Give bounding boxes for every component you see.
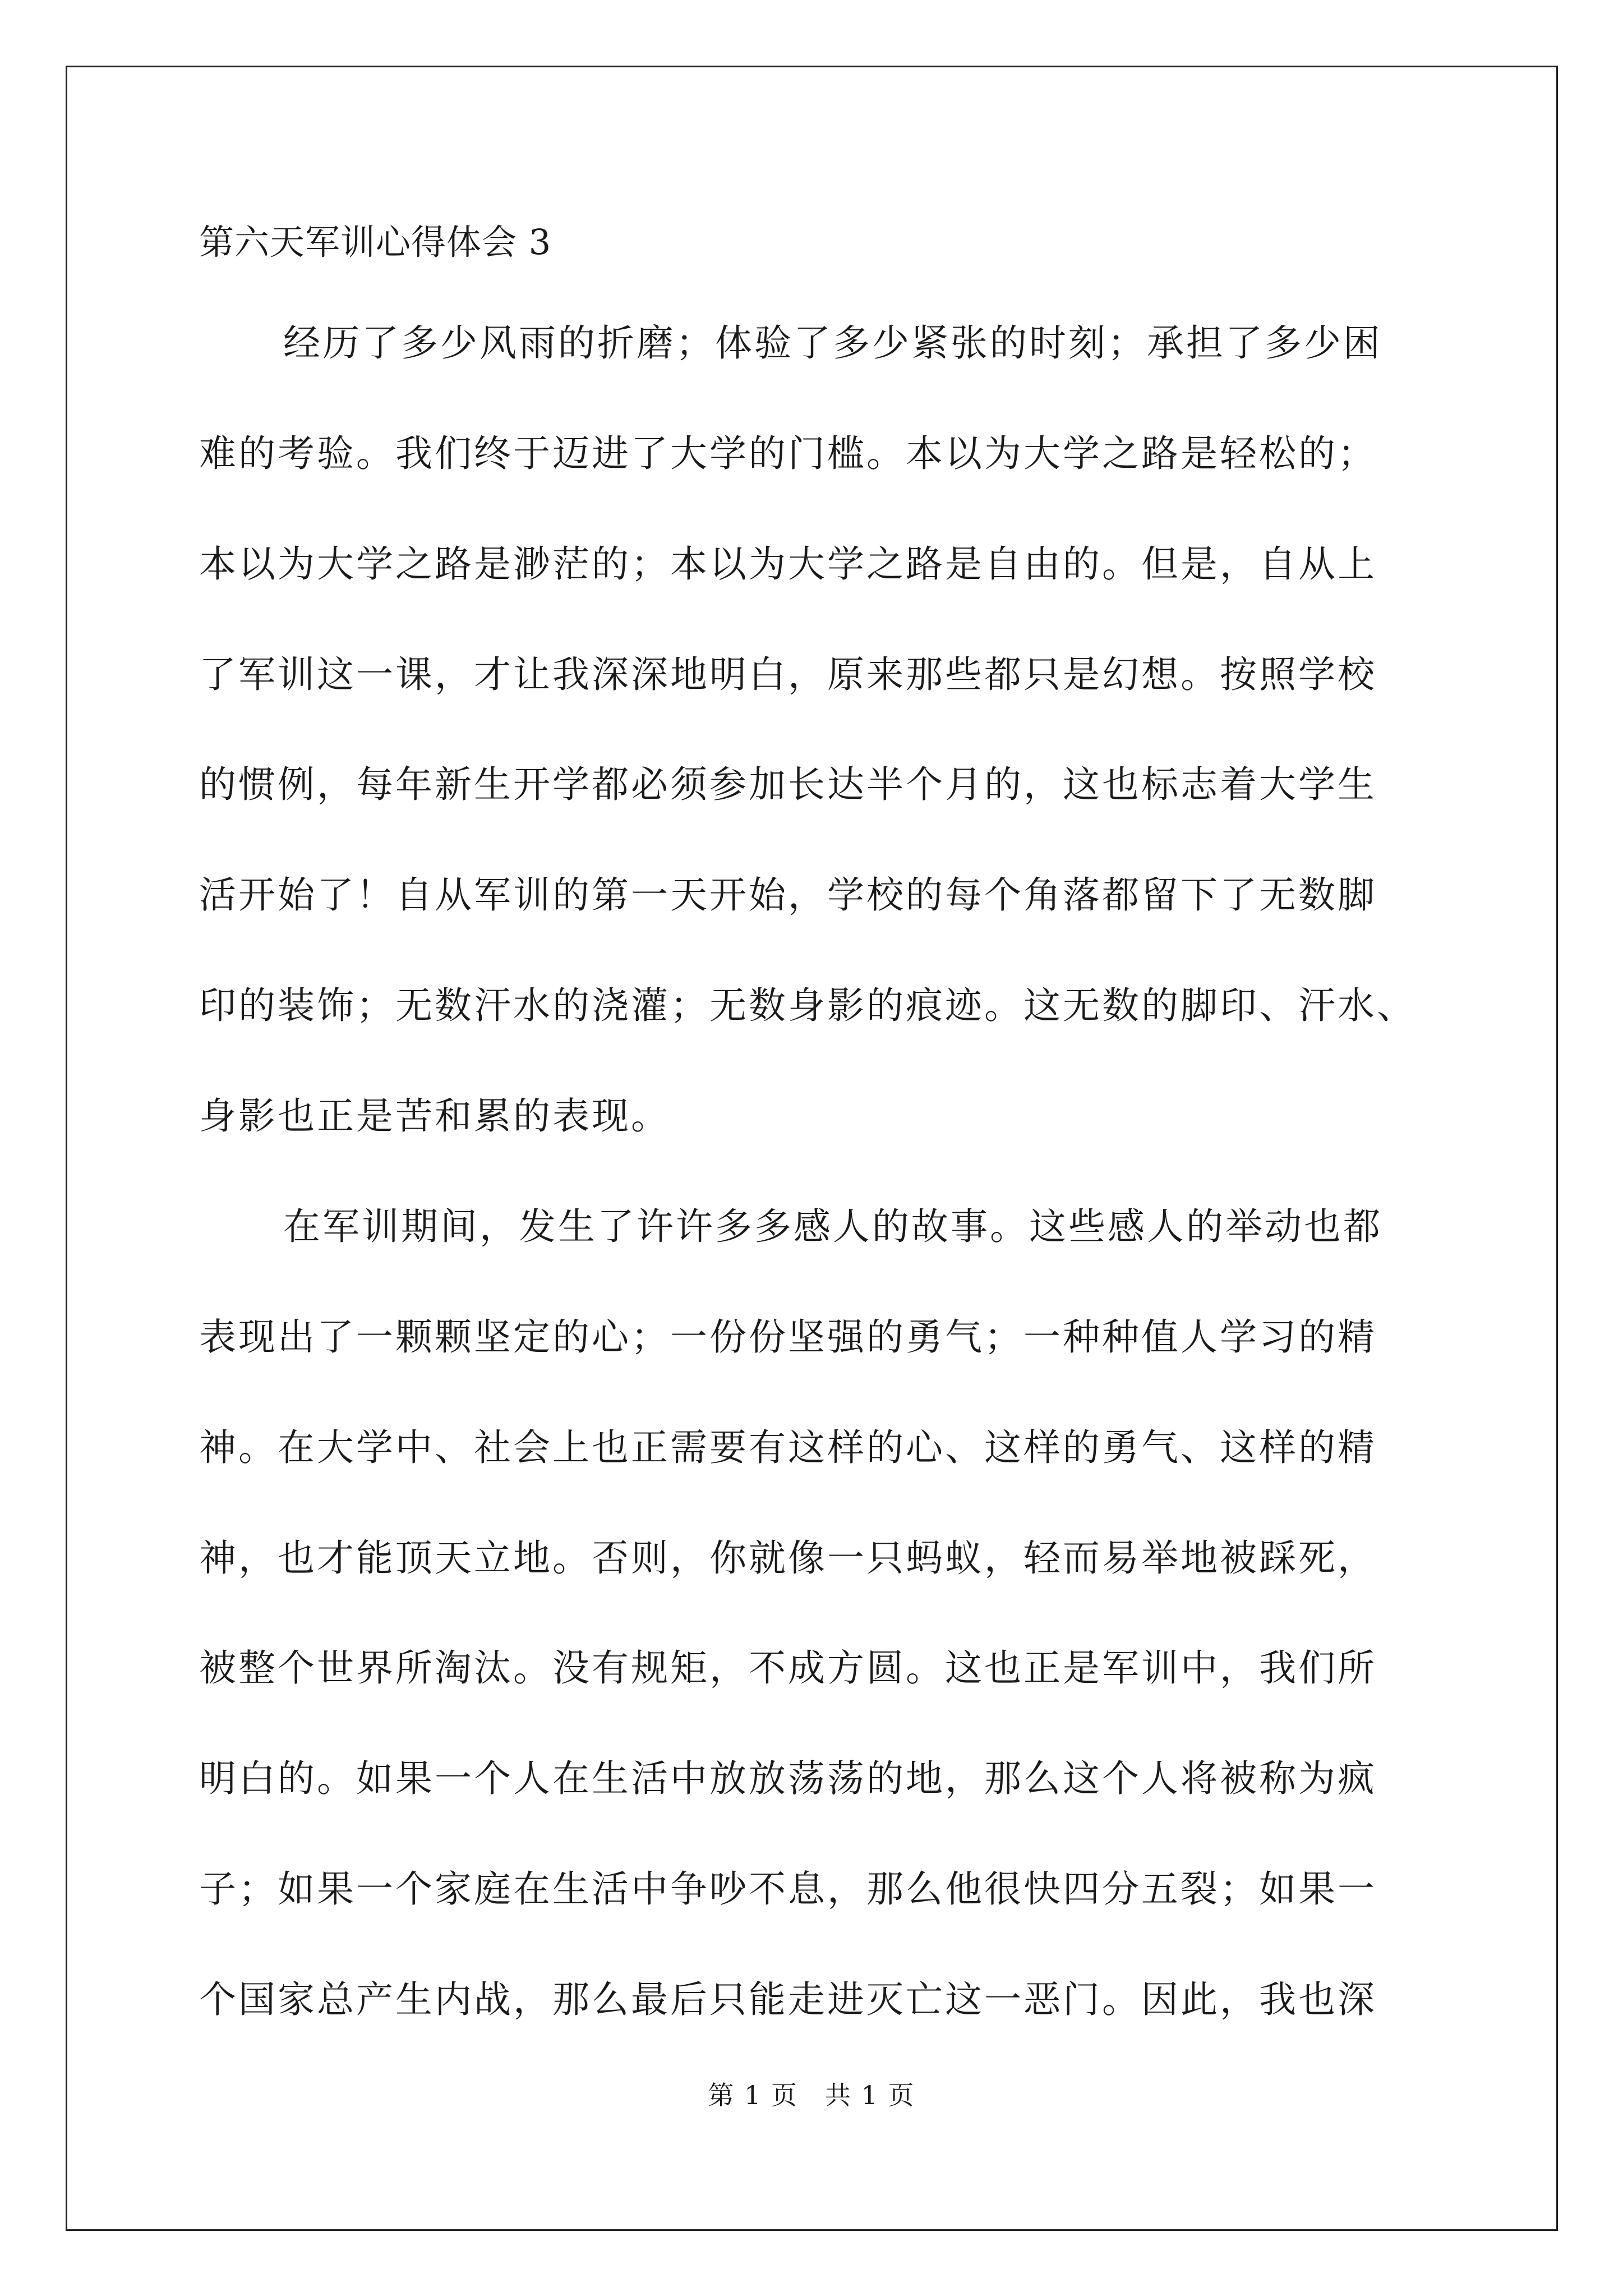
- paragraph-1-line-2: 难的考验。我们终于迈进了大学的门槛。本以为大学之路是轻松的；: [199, 432, 1377, 475]
- paragraph-1-line-7: 印的装饰；无数汗水的浇灌；无数身影的痕迹。这无数的脚印、汗水、: [199, 984, 1416, 1027]
- paragraph-2-line-4: 神，也才能顶天立地。否则，你就像一只蚂蚁，轻而易举地被踩死，: [199, 1536, 1377, 1580]
- paragraph-1-line-3: 本以为大学之路是渺茫的；本以为大学之路是自由的。但是，自从上: [199, 542, 1377, 586]
- paragraph-1-line-5: 的惯例，每年新生开学都必须参加长达半个月的，这也标志着大学生: [199, 763, 1377, 806]
- document-title: 第六天军训心得体会 3: [199, 222, 552, 263]
- paragraph-1-line-4: 了军训这一课，才让我深深地明白，原来那些都只是幻想。按照学校: [199, 653, 1377, 696]
- paragraph-2-line-1: 在军训期间，发生了许许多多感人的故事。这些感人的举动也都: [283, 1205, 1382, 1248]
- paragraph-2-line-2: 表现出了一颗颗坚定的心；一份份坚强的勇气；一种种值人学习的精: [199, 1315, 1377, 1359]
- paragraph-1-line-6: 活开始了！自从军训的第一天开始，学校的每个角落都留下了无数脚: [199, 873, 1377, 917]
- paragraph-2-line-8: 个国家总产生内战，那么最后只能走进灭亡这一恶门。因此，我也深: [199, 1978, 1377, 2021]
- paragraph-2-line-6: 明白的。如果一个人在生活中放放荡荡的地，那么这个人将被称为疯: [199, 1757, 1377, 1800]
- paragraph-2-line-5: 被整个世界所淘汰。没有规矩，不成方圆。这也正是军训中，我们所: [199, 1646, 1377, 1690]
- paragraph-1-line-8: 身影也正是苦和累的表现。: [199, 1094, 670, 1138]
- page-number-footer: 第 1 页 共 1 页: [708, 2080, 915, 2110]
- paragraph-2-line-7: 子；如果一个家庭在生活中争吵不息，那么他很快四分五裂；如果一: [199, 1867, 1377, 1911]
- paragraph-2-line-3: 神。在大学中、社会上也正需要有这样的心、这样的勇气、这样的精: [199, 1426, 1377, 1469]
- paragraph-1-line-1: 经历了多少风雨的折磨；体验了多少紧张的时刻；承担了多少困: [283, 321, 1382, 365]
